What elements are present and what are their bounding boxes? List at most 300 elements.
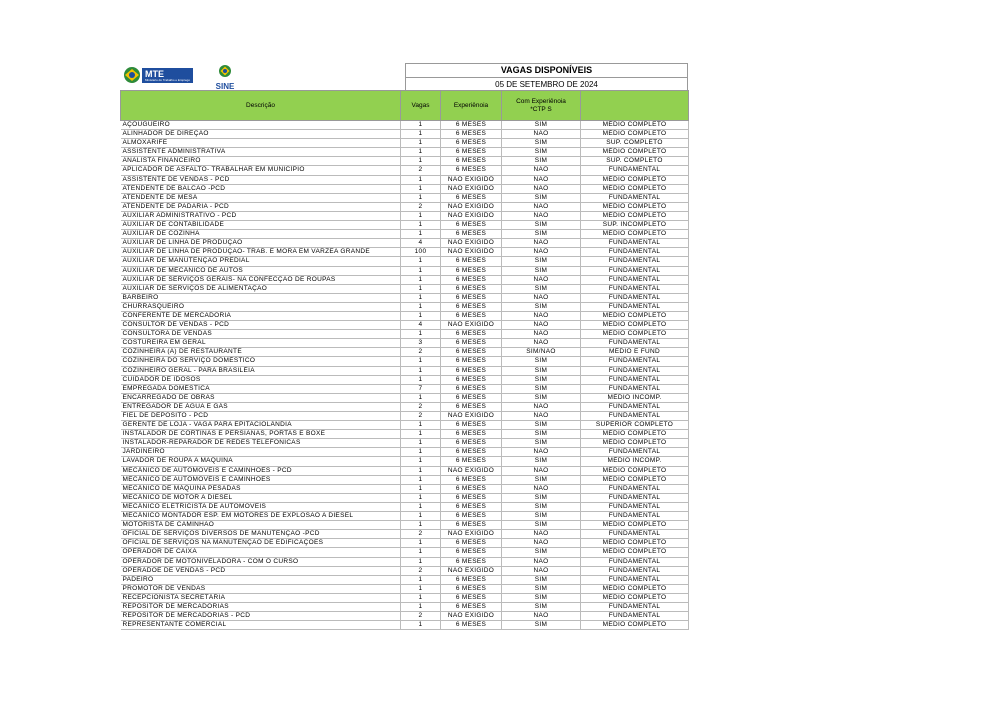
cell-com-experiencia: SIM bbox=[502, 148, 581, 157]
cell-escolaridade: MÉDIO COMPLETO bbox=[581, 148, 689, 157]
cell-vagas: 2 bbox=[401, 402, 441, 411]
mte-logo-subtext: Ministério do Trabalho e Emprego bbox=[145, 77, 191, 82]
cell-vagas: 1 bbox=[401, 139, 441, 148]
table-row bbox=[121, 439, 689, 448]
job-sheet bbox=[120, 63, 688, 630]
cell-vagas: 1 bbox=[401, 602, 441, 611]
cell-com-experiencia: NÃO bbox=[502, 130, 581, 139]
cell-descricao: MECÂNICO MONTADOR ESP. EM MOTORES DE EXPLOSÃO A DIESEL bbox=[121, 512, 401, 521]
cell-escolaridade: FUNDAMENTAL bbox=[581, 512, 689, 521]
cell-com-experiencia: SIM bbox=[502, 475, 581, 484]
table-row bbox=[121, 302, 689, 311]
cell-escolaridade: MÉDIO COMPLETO bbox=[581, 430, 689, 439]
cell-experiencia: 6 MESES bbox=[441, 375, 502, 384]
cell-escolaridade: FUNDAMENTAL bbox=[581, 366, 689, 375]
cell-escolaridade: MÉDIO COMPLETO bbox=[581, 130, 689, 139]
cell-vagas: 1 bbox=[401, 375, 441, 384]
cell-com-experiencia: NÃO bbox=[502, 248, 581, 257]
cell-com-experiencia: NÃO bbox=[502, 557, 581, 566]
col-header-escolaridade bbox=[581, 91, 689, 121]
table-body bbox=[121, 121, 689, 630]
cell-vagas: 1 bbox=[401, 439, 441, 448]
table-row bbox=[121, 139, 689, 148]
cell-descricao: OFICIAL DE SERVIÇOS DIVERSOS DE MANUTENÇÃO -PCD bbox=[121, 530, 401, 539]
cell-escolaridade: FUNDAMENTAL bbox=[581, 284, 689, 293]
cell-experiencia: 6 MESES bbox=[441, 457, 502, 466]
cell-escolaridade: MÉDIO COMPLETO bbox=[581, 121, 689, 130]
cell-escolaridade: MÉDIO INCOMP. bbox=[581, 393, 689, 402]
sine-logo-text: SINE bbox=[215, 82, 235, 91]
cell-descricao: AUXILIAR DE CONTABILIDADE bbox=[121, 221, 401, 230]
cell-experiencia: 6 MESES bbox=[441, 330, 502, 339]
cell-vagas: 1 bbox=[401, 421, 441, 430]
cell-experiencia: 6 MESES bbox=[441, 339, 502, 348]
cell-descricao: JARDINEIRO bbox=[121, 448, 401, 457]
cell-experiencia: 6 MESES bbox=[441, 275, 502, 284]
cell-escolaridade: FUNDAMENTAL bbox=[581, 239, 689, 248]
cell-descricao: MECÂNICO DE AUTOMÓVEIS E CAMINHÕES bbox=[121, 475, 401, 484]
cell-vagas: 1 bbox=[401, 148, 441, 157]
cell-escolaridade: SUP. INCOMPLETO bbox=[581, 221, 689, 230]
cell-vagas: 1 bbox=[401, 275, 441, 284]
cell-experiencia: NÃO EXIGIDO bbox=[441, 612, 502, 621]
cell-experiencia: 6 MESES bbox=[441, 348, 502, 357]
cell-experiencia: 6 MESES bbox=[441, 602, 502, 611]
cell-descricao: REPRESENTANTE COMERCIAL bbox=[121, 621, 401, 630]
cell-vagas: 1 bbox=[401, 493, 441, 502]
cell-descricao: AUXILIAR DE LINHA DE PRODUÇÃO- TRAB. E MORA EM VARZEA GRANDE bbox=[121, 248, 401, 257]
cell-com-experiencia: NÃO bbox=[502, 402, 581, 411]
cell-com-experiencia: SIM bbox=[502, 584, 581, 593]
cell-vagas: 1 bbox=[401, 575, 441, 584]
cell-com-experiencia: SIM bbox=[502, 393, 581, 402]
table-row bbox=[121, 493, 689, 502]
cell-escolaridade: MÉDIO COMPLETO bbox=[581, 230, 689, 239]
cell-descricao: AUXILIAR DE COZINHA bbox=[121, 230, 401, 239]
table-row bbox=[121, 193, 689, 202]
table-row bbox=[121, 621, 689, 630]
table-row bbox=[121, 157, 689, 166]
cell-escolaridade: FUNDAMENTAL bbox=[581, 602, 689, 611]
table-row bbox=[121, 521, 689, 530]
table-row bbox=[121, 184, 689, 193]
table-row bbox=[121, 221, 689, 230]
mte-logo bbox=[122, 66, 193, 84]
cell-vagas: 1 bbox=[401, 448, 441, 457]
cell-descricao: BARBEIRO bbox=[121, 293, 401, 302]
table-row bbox=[121, 275, 689, 284]
cell-escolaridade: SUP. COMPLETO bbox=[581, 139, 689, 148]
col-header-vagas: Vagas bbox=[401, 91, 441, 121]
cell-com-experiencia: SIM bbox=[502, 548, 581, 557]
cell-experiencia: 6 MESES bbox=[441, 121, 502, 130]
cell-com-experiencia: SIM bbox=[502, 257, 581, 266]
cell-escolaridade: FUNDAMENTAL bbox=[581, 302, 689, 311]
table-row bbox=[121, 311, 689, 320]
cell-experiencia: 6 MESES bbox=[441, 521, 502, 530]
cell-vagas: 1 bbox=[401, 521, 441, 530]
cell-experiencia: NÃO EXIGIDO bbox=[441, 202, 502, 211]
cell-escolaridade: MÉDIO INCOMP. bbox=[581, 457, 689, 466]
cell-com-experiencia: SIM bbox=[502, 302, 581, 311]
sheet-header bbox=[120, 63, 688, 90]
vacancy-table bbox=[120, 90, 689, 630]
cell-escolaridade: FUNDAMENTAL bbox=[581, 402, 689, 411]
cell-experiencia: NÃO EXIGIDO bbox=[441, 184, 502, 193]
cell-descricao: MECÂNICO DE MOTOR A DIESEL bbox=[121, 493, 401, 502]
cell-vagas: 1 bbox=[401, 502, 441, 511]
cell-vagas: 1 bbox=[401, 211, 441, 220]
cell-vagas: 1 bbox=[401, 430, 441, 439]
cell-descricao: PROMOTOR DE VENDAS bbox=[121, 584, 401, 593]
table-row bbox=[121, 266, 689, 275]
table-row bbox=[121, 593, 689, 602]
cell-experiencia: 6 MESES bbox=[441, 493, 502, 502]
cell-com-experiencia: NÃO bbox=[502, 539, 581, 548]
cell-escolaridade: MÉDIO COMPLETO bbox=[581, 330, 689, 339]
cell-descricao: RECEPCIONISTA SECRETÁRIA bbox=[121, 593, 401, 602]
cell-experiencia: NÃO EXIGIDO bbox=[441, 175, 502, 184]
table-row bbox=[121, 484, 689, 493]
cell-com-experiencia: NÃO bbox=[502, 175, 581, 184]
cell-escolaridade: MÉDIO COMPLETO bbox=[581, 539, 689, 548]
cell-experiencia: 6 MESES bbox=[441, 502, 502, 511]
cell-com-experiencia: SIM bbox=[502, 575, 581, 584]
cell-com-experiencia: SIM bbox=[502, 221, 581, 230]
cell-escolaridade: MÉDIO COMPLETO bbox=[581, 548, 689, 557]
col-header-experiencia: Experiênoia bbox=[441, 91, 502, 121]
cell-experiencia: 6 MESES bbox=[441, 193, 502, 202]
cell-descricao: COSTUREIRA EM GERAL bbox=[121, 339, 401, 348]
cell-com-experiencia: NÃO bbox=[502, 293, 581, 302]
cell-descricao: AUXILIAR DE MANUTENÇÃO PREDIAL bbox=[121, 257, 401, 266]
cell-descricao: COZINHEIRA DO SERVIÇO DOMÉSTICO bbox=[121, 357, 401, 366]
table-row bbox=[121, 575, 689, 584]
cell-escolaridade: FUNDAMENTAL bbox=[581, 257, 689, 266]
cell-descricao: PADEIRO bbox=[121, 575, 401, 584]
table-row bbox=[121, 230, 689, 239]
cell-descricao: REPOSITOR DE MERCADORIAS bbox=[121, 602, 401, 611]
table-row bbox=[121, 557, 689, 566]
cell-com-experiencia: NÃO bbox=[502, 412, 581, 421]
cell-escolaridade: FUNDAMENTAL bbox=[581, 275, 689, 284]
cell-com-experiencia: SIM bbox=[502, 602, 581, 611]
cell-descricao: ATENDENTE DE MESA bbox=[121, 193, 401, 202]
cell-com-experiencia: SIM bbox=[502, 439, 581, 448]
cell-escolaridade: MÉDIO COMPLETO bbox=[581, 439, 689, 448]
col-header-com-exp-line2: *CTP S bbox=[530, 105, 552, 113]
table-row bbox=[121, 466, 689, 475]
table-row bbox=[121, 530, 689, 539]
cell-com-experiencia: SIM bbox=[502, 193, 581, 202]
cell-com-experiencia: SIM bbox=[502, 493, 581, 502]
cell-escolaridade: FUNDAMENTAL bbox=[581, 557, 689, 566]
cell-escolaridade: MÉDIO COMPLETO bbox=[581, 321, 689, 330]
cell-escolaridade: FUNDAMENTAL bbox=[581, 266, 689, 275]
cell-vagas: 1 bbox=[401, 557, 441, 566]
table-row bbox=[121, 357, 689, 366]
cell-vagas: 1 bbox=[401, 293, 441, 302]
cell-com-experiencia: SIM bbox=[502, 593, 581, 602]
cell-com-experiencia: SIM bbox=[502, 139, 581, 148]
cell-com-experiencia: NÃO bbox=[502, 484, 581, 493]
col-header-descricao: Descrição bbox=[121, 91, 401, 121]
cell-descricao: ANALISTA FINANCEIRO bbox=[121, 157, 401, 166]
table-row bbox=[121, 330, 689, 339]
cell-experiencia: 6 MESES bbox=[441, 148, 502, 157]
table-row bbox=[121, 421, 689, 430]
cell-escolaridade: MÉDIO COMPLETO bbox=[581, 593, 689, 602]
cell-escolaridade: MÉDIO COMPLETO bbox=[581, 175, 689, 184]
cell-descricao: ALINHADOR DE DIREÇÃO bbox=[121, 130, 401, 139]
table-row bbox=[121, 121, 689, 130]
cell-experiencia: 6 MESES bbox=[441, 448, 502, 457]
cell-vagas: 1 bbox=[401, 230, 441, 239]
cell-descricao: CONFERENTE DE MERCADORIA bbox=[121, 311, 401, 320]
cell-vagas: 1 bbox=[401, 284, 441, 293]
cell-com-experiencia: NÃO bbox=[502, 612, 581, 621]
cell-descricao: CUIDADOR DE IDOSOS bbox=[121, 375, 401, 384]
cell-descricao: MECÂNICO DE AUTOMÓVEIS E CAMINHÕES - PCD bbox=[121, 466, 401, 475]
cell-experiencia: 6 MESES bbox=[441, 302, 502, 311]
table-row bbox=[121, 339, 689, 348]
cell-descricao: GERENTE DE LOJA - VAGA PARA EPITACIOLÂNDIA bbox=[121, 421, 401, 430]
cell-escolaridade: FUNDAMENTAL bbox=[581, 484, 689, 493]
cell-experiencia: 6 MESES bbox=[441, 548, 502, 557]
page-title: VAGAS DISPONÍVEIS bbox=[406, 64, 687, 78]
page-date: 05 DE SETEMBRO DE 2024 bbox=[495, 80, 598, 89]
cell-com-experiencia: SIM bbox=[502, 457, 581, 466]
cell-escolaridade: FUNDAMENTAL bbox=[581, 448, 689, 457]
table-row bbox=[121, 393, 689, 402]
cell-com-experiencia: SIM bbox=[502, 375, 581, 384]
cell-com-experiencia: NÃO bbox=[502, 330, 581, 339]
cell-experiencia: NÃO EXIGIDO bbox=[441, 321, 502, 330]
cell-com-experiencia: SIM bbox=[502, 512, 581, 521]
cell-com-experiencia: NÃO bbox=[502, 566, 581, 575]
cell-descricao: ENCARREGADO DE OBRAS bbox=[121, 393, 401, 402]
cell-vagas: 1 bbox=[401, 475, 441, 484]
table-row bbox=[121, 448, 689, 457]
cell-descricao: AUXILIAR ADMINISTRATIVO - PCD bbox=[121, 211, 401, 220]
cell-com-experiencia: SIM bbox=[502, 266, 581, 275]
cell-experiencia: 6 MESES bbox=[441, 130, 502, 139]
table-row bbox=[121, 475, 689, 484]
cell-experiencia: NÃO EXIGIDO bbox=[441, 412, 502, 421]
table-row bbox=[121, 412, 689, 421]
cell-com-experiencia: SIM bbox=[502, 621, 581, 630]
cell-com-experiencia: NÃO bbox=[502, 530, 581, 539]
cell-com-experiencia: NÃO bbox=[502, 321, 581, 330]
cell-experiencia: NÃO EXIGIDO bbox=[441, 530, 502, 539]
table-row bbox=[121, 130, 689, 139]
cell-vagas: 2 bbox=[401, 202, 441, 211]
cell-escolaridade: FUNDAMENTAL bbox=[581, 612, 689, 621]
cell-escolaridade: SUPERIOR COMPLETO bbox=[581, 421, 689, 430]
cell-vagas: 2 bbox=[401, 412, 441, 421]
title-block bbox=[405, 63, 688, 90]
cell-experiencia: NÃO EXIGIDO bbox=[441, 239, 502, 248]
cell-descricao: AUXILIAR DE SERVIÇOS DE ALIMENTAÇÃO bbox=[121, 284, 401, 293]
cell-vagas: 1 bbox=[401, 121, 441, 130]
cell-vagas: 2 bbox=[401, 530, 441, 539]
cell-descricao: ASSISTENTE DE VENDAS - PCD bbox=[121, 175, 401, 184]
cell-escolaridade: FUNDAMENTAL bbox=[581, 502, 689, 511]
cell-escolaridade: MÉDIO COMPLETO bbox=[581, 311, 689, 320]
cell-experiencia: 6 MESES bbox=[441, 475, 502, 484]
cell-descricao: AUXILIAR DE LINHA DE PRODUÇÃO bbox=[121, 239, 401, 248]
table-row bbox=[121, 148, 689, 157]
cell-experiencia: 6 MESES bbox=[441, 539, 502, 548]
cell-experiencia: 6 MESES bbox=[441, 157, 502, 166]
cell-escolaridade: FUNDAMENTAL bbox=[581, 384, 689, 393]
cell-descricao: ALMOXARIFE bbox=[121, 139, 401, 148]
cell-com-experiencia: SIM bbox=[502, 502, 581, 511]
table-row bbox=[121, 175, 689, 184]
table-header-row bbox=[121, 91, 689, 121]
table-row bbox=[121, 375, 689, 384]
cell-experiencia: NÃO EXIGIDO bbox=[441, 566, 502, 575]
cell-com-experiencia: SIM bbox=[502, 157, 581, 166]
col-header-com-exp-line1: Com Experiênoia bbox=[516, 97, 566, 105]
cell-experiencia: 6 MESES bbox=[441, 266, 502, 275]
table-row bbox=[121, 293, 689, 302]
cell-com-experiencia: NÃO bbox=[502, 184, 581, 193]
cell-escolaridade: MÉDIO COMPLETO bbox=[581, 521, 689, 530]
cell-descricao: COZINHEIRO GERAL - PARA BRASILÉIA bbox=[121, 366, 401, 375]
cell-vagas: 1 bbox=[401, 357, 441, 366]
cell-experiencia: 6 MESES bbox=[441, 357, 502, 366]
cell-experiencia: 6 MESES bbox=[441, 575, 502, 584]
cell-escolaridade: FUNDAMENTAL bbox=[581, 293, 689, 302]
cell-experiencia: 6 MESES bbox=[441, 393, 502, 402]
cell-com-experiencia: SIM bbox=[502, 230, 581, 239]
cell-com-experiencia: NÃO bbox=[502, 275, 581, 284]
cell-vagas: 1 bbox=[401, 221, 441, 230]
cell-experiencia: 6 MESES bbox=[441, 293, 502, 302]
cell-vagas: 1 bbox=[401, 539, 441, 548]
cell-descricao: OFICIAL DE SERVIÇOS NA MANUTENÇÃO DE EDIFICAÇÕES bbox=[121, 539, 401, 548]
cell-experiencia: 6 MESES bbox=[441, 593, 502, 602]
cell-descricao: OPERADOR DE MOTONIVELADORA - COM O CURSO bbox=[121, 557, 401, 566]
cell-experiencia: 6 MESES bbox=[441, 311, 502, 320]
cell-vagas: 1 bbox=[401, 311, 441, 320]
table-row bbox=[121, 612, 689, 621]
cell-vagas: 1 bbox=[401, 512, 441, 521]
cell-descricao: REPOSITOR DE MERCADORIAS - PCD bbox=[121, 612, 401, 621]
cell-escolaridade: FUNDAMENTAL bbox=[581, 412, 689, 421]
cell-experiencia: 6 MESES bbox=[441, 439, 502, 448]
cell-escolaridade: MÉDIO E FUND bbox=[581, 348, 689, 357]
cell-com-experiencia: SIM bbox=[502, 430, 581, 439]
cell-escolaridade: FUNDAMENTAL bbox=[581, 248, 689, 257]
table-row bbox=[121, 348, 689, 357]
table-row bbox=[121, 512, 689, 521]
cell-escolaridade: FUNDAMENTAL bbox=[581, 339, 689, 348]
cell-descricao: ASSISTENTE ADMINISTRATIVA bbox=[121, 148, 401, 157]
cell-descricao: ENTREGADOR DE ÁGUA E GÁS bbox=[121, 402, 401, 411]
cell-experiencia: 6 MESES bbox=[441, 402, 502, 411]
table-row bbox=[121, 284, 689, 293]
cell-com-experiencia: SIM bbox=[502, 284, 581, 293]
cell-com-experiencia: NÃO bbox=[502, 211, 581, 220]
cell-experiencia: 6 MESES bbox=[441, 621, 502, 630]
cell-descricao: INSTALADOR DE CORTINAS E PERSIANAS, PORTAS E BOXE bbox=[121, 430, 401, 439]
cell-com-experiencia: SIM bbox=[502, 421, 581, 430]
cell-vagas: 1 bbox=[401, 484, 441, 493]
cell-com-experiencia: NÃO bbox=[502, 339, 581, 348]
cell-com-experiencia: NÃO bbox=[502, 239, 581, 248]
cell-vagas: 1 bbox=[401, 266, 441, 275]
table-row bbox=[121, 539, 689, 548]
cell-vagas: 3 bbox=[401, 339, 441, 348]
table-row bbox=[121, 566, 689, 575]
cell-vagas: 1 bbox=[401, 130, 441, 139]
table-row bbox=[121, 548, 689, 557]
cell-escolaridade: MÉDIO COMPLETO bbox=[581, 202, 689, 211]
cell-com-experiencia: SIM bbox=[502, 357, 581, 366]
cell-experiencia: 6 MESES bbox=[441, 557, 502, 566]
table-row bbox=[121, 502, 689, 511]
cell-vagas: 2 bbox=[401, 566, 441, 575]
cell-vagas: 1 bbox=[401, 193, 441, 202]
cell-vagas: 2 bbox=[401, 348, 441, 357]
cell-com-experiencia: NÃO bbox=[502, 202, 581, 211]
cell-descricao: OPERADOE DE VENDAS - PCD bbox=[121, 566, 401, 575]
cell-experiencia: NÃO EXIGIDO bbox=[441, 248, 502, 257]
cell-com-experiencia: SIM bbox=[502, 521, 581, 530]
cell-descricao: FIEL DE DEPOSITO - PCD bbox=[121, 412, 401, 421]
cell-vagas: 2 bbox=[401, 166, 441, 175]
cell-escolaridade: MÉDIO COMPLETO bbox=[581, 184, 689, 193]
cell-vagas: 1 bbox=[401, 184, 441, 193]
cell-escolaridade: FUNDAMENTAL bbox=[581, 493, 689, 502]
cell-descricao: MOTORISTA DE CAMINHÃO bbox=[121, 521, 401, 530]
cell-experiencia: 6 MESES bbox=[441, 221, 502, 230]
table-row bbox=[121, 366, 689, 375]
cell-descricao: CONSULTORA DE VENDAS bbox=[121, 330, 401, 339]
cell-com-experiencia: NÃO bbox=[502, 448, 581, 457]
cell-escolaridade: FUNDAMENTAL bbox=[581, 575, 689, 584]
cell-descricao: AUXILIAR DE SERVIÇOS GERAIS- NA CONFECÇÃO DE ROUPAS bbox=[121, 275, 401, 284]
cell-descricao: ATENDENTE DE BALCÃO -PCD bbox=[121, 184, 401, 193]
cell-vagas: 1 bbox=[401, 302, 441, 311]
cell-com-experiencia: NÃO bbox=[502, 166, 581, 175]
cell-escolaridade: FUNDAMENTAL bbox=[581, 375, 689, 384]
cell-descricao: CONSULTOR DE VENDAS - PCD bbox=[121, 321, 401, 330]
cell-experiencia: 6 MESES bbox=[441, 512, 502, 521]
cell-com-experiencia: NÃO bbox=[502, 466, 581, 475]
table-row bbox=[121, 202, 689, 211]
cell-escolaridade: FUNDAMENTAL bbox=[581, 530, 689, 539]
cell-descricao: LAVADOR DE ROUPA A MAQUINA bbox=[121, 457, 401, 466]
cell-descricao: INSTALADOR-REPARADOR DE REDES TELEFÔNICAS bbox=[121, 439, 401, 448]
cell-vagas: 1 bbox=[401, 257, 441, 266]
cell-vagas: 4 bbox=[401, 239, 441, 248]
cell-experiencia: 6 MESES bbox=[441, 230, 502, 239]
cell-experiencia: 6 MESES bbox=[441, 257, 502, 266]
brazil-flag-icon bbox=[122, 66, 142, 84]
cell-com-experiencia: SIM bbox=[502, 384, 581, 393]
table-row bbox=[121, 257, 689, 266]
cell-vagas: 2 bbox=[401, 612, 441, 621]
cell-experiencia: 6 MESES bbox=[441, 584, 502, 593]
cell-vagas: 4 bbox=[401, 321, 441, 330]
table-row bbox=[121, 430, 689, 439]
cell-escolaridade: MÉDIO COMPLETO bbox=[581, 584, 689, 593]
cell-experiencia: 6 MESES bbox=[441, 284, 502, 293]
sine-flag-icon bbox=[218, 64, 232, 78]
